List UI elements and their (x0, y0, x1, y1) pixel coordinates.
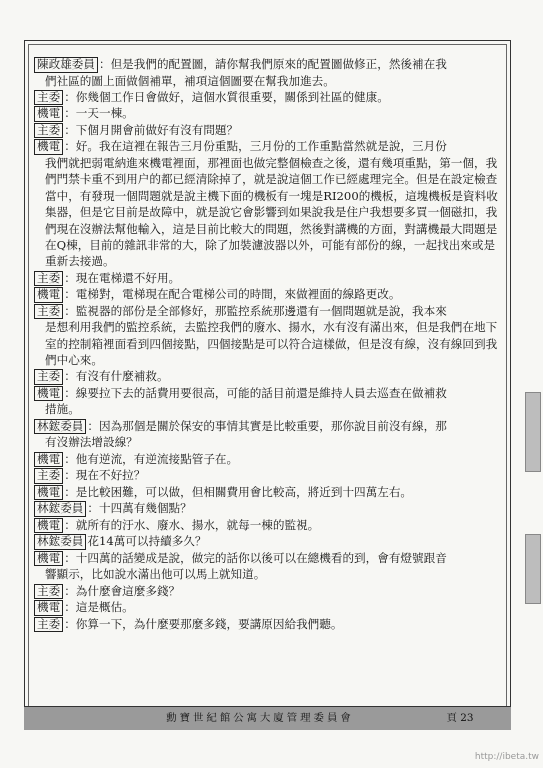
entry-first-line (34, 517, 500, 534)
entry-first-line (34, 500, 500, 517)
binding-tab-mark (525, 392, 541, 472)
entry-first-line (34, 286, 500, 303)
minutes-entry (34, 56, 500, 89)
entry-text: ：這是概估。 (64, 600, 134, 615)
minutes-entry (34, 270, 500, 287)
entry-first-line (34, 105, 500, 122)
minutes-entry (34, 451, 500, 468)
entry-text: ：線要拉下去的話費用要很高，可能的話目前還是維持人員去巡查在做補救 (64, 385, 447, 400)
entry-text: ：有沒有什麼補救。 (64, 369, 169, 384)
minutes-entry (34, 550, 500, 583)
speaker-label: 主委 (34, 617, 63, 633)
entry-first-line (34, 89, 500, 106)
entry-first-line (34, 138, 500, 155)
entry-text: ：現在電梯還不好用。 (64, 270, 181, 285)
footer-organization: 勳寶世紀館公寓大廈管理委員會 (166, 712, 354, 724)
speaker-label: 主委 (34, 369, 63, 385)
speaker-label: 主委 (34, 584, 63, 600)
speaker-label: 陳政雄委員 (34, 57, 98, 73)
minutes-entry (34, 616, 500, 633)
speaker-label: 機電 (34, 485, 63, 501)
entry-continuation: 響顯示，比如說水滿出他可以馬上就知道。 (45, 567, 266, 582)
minutes-entry (34, 500, 500, 517)
speaker-label: 機電 (34, 287, 63, 303)
speaker-label: 林鋐委員 (34, 501, 86, 517)
minutes-entry (34, 368, 500, 385)
entry-first-line (34, 368, 500, 385)
entry-first-line (34, 303, 500, 320)
entry-text: ：你幾個工作日會做好，這個水質很重要，關係到社區的健康。 (64, 89, 389, 104)
entry-text: ：就所有的汙水、廢水、揚水，就每一棟的監視。 (64, 517, 320, 532)
speaker-label: 主委 (34, 90, 63, 106)
entry-first-line (34, 418, 500, 435)
entry-text: ：是比較困難，可以做，但相關費用會比較高，將近到十四萬左右。 (64, 484, 413, 499)
entry-text: ：你算一下，為什麼要那麼多錢，要講原因給我們聽。 (64, 616, 343, 631)
entry-first-line (34, 467, 500, 484)
entry-first-line (34, 385, 500, 402)
entry-first-line (34, 270, 500, 287)
entry-first-line (34, 533, 500, 550)
entry-text: ：好。我在這裡在報告三月份重點，三月份的工作重點當然就是說，三月份 (64, 139, 447, 154)
entry-text: ：監視器的部份是全部修好，那監控系統那邊還有一個問題就是說，我本來 (64, 303, 447, 318)
entry-first-line (34, 122, 500, 139)
meeting-minutes-body (34, 56, 500, 632)
minutes-entry (34, 583, 500, 600)
entry-text: 花14萬可以持續多久？ (87, 534, 207, 549)
minutes-entry (34, 418, 500, 451)
minutes-entry (34, 286, 500, 303)
entry-text: ：下個月開會前做好有沒有問題？ (64, 122, 239, 137)
entry-text: ：現在不好拉？ (64, 468, 146, 483)
speaker-label: 機電 (34, 452, 63, 468)
minutes-entry (34, 89, 500, 106)
entry-continuation: 是想利用我們的監控系統，去監控我們的廢水、揚水，水有沒有滿出來，但是我們在地下室的控制箱裡面看到四個接點，四個接點是可以符合這樣做，但是沒有線，沒有線回到我們中心來。 (45, 320, 498, 368)
speaker-label: 主委 (34, 271, 63, 287)
entry-continuation: 我們就把弱電納進來機電裡面，那裡面也做完整個檢查之後，還有幾項重點，第一個，我們門禁卡重不到用户的都已經清除掉了，就是說這個工作已經處理完全。但是在設定檢查當中，有發現一個問題就是說主機下面的機板有一塊是RI200的機板，這塊機板是資料收集器，但是它目前是故障中，就是說它會影響到如果說我是住户我想要多買一個磁扣，我們現在沒辦法幫他輸入，這是目前比較大的問題，然後對講機的方面，對講機最大問題是在Q棟，目前的雜訊非常的大，除了加裝濾波器以外，可能有部份的線，一起找出來或是重新去接過。 (45, 155, 498, 269)
speaker-label: 機電 (34, 106, 63, 122)
minutes-entry (34, 484, 500, 501)
speaker-label: 主委 (34, 468, 63, 484)
speaker-label: 林鋐委員 (34, 534, 86, 550)
speaker-label: 機電 (34, 386, 63, 402)
speaker-label: 主委 (34, 304, 63, 320)
entry-continuation: 們社區的圖上面做個補單，補項這個圖要在幫我加進去。 (45, 73, 335, 88)
entry-text: ：電梯對，電梯現在配合電梯公司的時間，來做裡面的線路更改。 (64, 287, 401, 302)
minutes-entry (34, 303, 500, 369)
speaker-label: 機電 (34, 518, 63, 534)
entry-first-line (34, 599, 500, 616)
minutes-entry (34, 138, 500, 269)
entry-first-line (34, 616, 500, 633)
binding-tab-mark (525, 534, 541, 604)
watermark-url: http://ibeta.tw (474, 752, 539, 762)
entry-continuation: 有沒辦法增設線？ (45, 435, 138, 450)
entry-first-line (34, 583, 500, 600)
entry-text: ：他有逆流，有逆流接點管子在。 (64, 451, 239, 466)
entry-first-line (34, 484, 500, 501)
entry-text: ：但是我們的配置圖，請你幫我們原來的配置圖做修正，然後補在我 (98, 57, 447, 71)
minutes-entry (34, 122, 500, 139)
entry-text: ：為什麼會這麼多錢？ (64, 583, 181, 598)
minutes-entry (34, 385, 500, 418)
minutes-entry (34, 105, 500, 122)
speaker-label: 機電 (34, 139, 63, 155)
entry-first-line (34, 451, 500, 468)
minutes-entry (34, 533, 500, 550)
minutes-entry (34, 599, 500, 616)
entry-text: ：十四萬的話變成是說，做完的話你以後可以在總機看的到，會有燈號跟音 (64, 550, 447, 565)
minutes-entry (34, 467, 500, 484)
entry-first-line (34, 56, 500, 73)
speaker-label: 主委 (34, 123, 63, 139)
speaker-label: 機電 (34, 600, 63, 616)
minutes-entry (34, 517, 500, 534)
entry-continuation: 措施。 (45, 402, 80, 417)
entry-first-line (34, 550, 500, 567)
entry-text: ：因為那個是關於保安的事情其實是比較重要，那你說目前沒有線，那 (87, 418, 447, 433)
speaker-label: 機電 (34, 551, 63, 567)
entry-text: ：一天一棟。 (64, 106, 134, 121)
footer-page-number: 頁 23 (446, 712, 474, 724)
speaker-label: 林鋐委員 (34, 419, 86, 435)
entry-text: ：十四萬有幾個點？ (87, 501, 192, 516)
